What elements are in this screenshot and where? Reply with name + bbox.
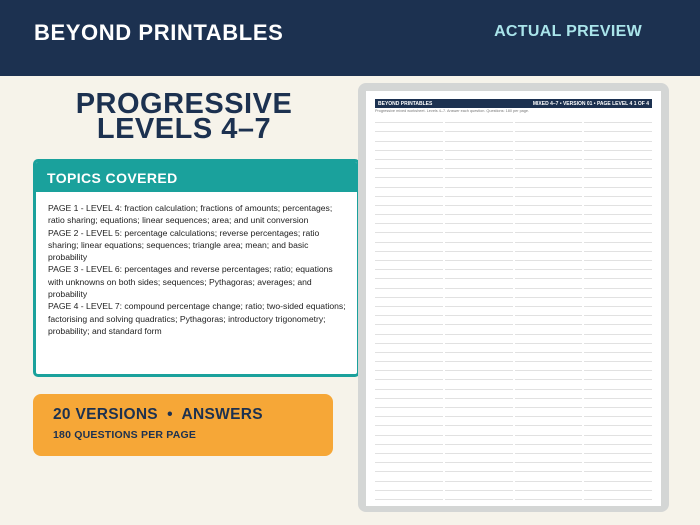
worksheet-question-row: [515, 325, 583, 334]
worksheet-question-row: [515, 463, 583, 472]
worksheet-question-row: [515, 307, 583, 316]
topic-page-4: PAGE 4 - LEVEL 7: compound percentage change; ratio; two-sided equations; factorising and solving quadratics; Pythagoras; introductory trigonometry; probability; and standard form: [48, 301, 346, 336]
worksheet-question-row: [445, 491, 513, 500]
worksheet-question-row: [445, 169, 513, 178]
worksheet-question-row: [375, 298, 443, 307]
worksheet-question-row: [584, 279, 652, 288]
worksheet-question-row: [584, 160, 652, 169]
worksheet-question-row: [375, 243, 443, 252]
worksheet-question-row: [445, 362, 513, 371]
worksheet-question-row: [375, 160, 443, 169]
worksheet-question-row: [584, 298, 652, 307]
worksheet-question-row: [375, 445, 443, 454]
worksheet-question-row: [375, 390, 443, 399]
worksheet-question-row: [515, 298, 583, 307]
worksheet-question-row: [445, 123, 513, 132]
worksheet-question-row: [515, 491, 583, 500]
worksheet-header: [375, 99, 652, 108]
worksheet-question-row: [584, 243, 652, 252]
worksheet-question-row: [375, 472, 443, 481]
worksheet-question-row: [375, 132, 443, 141]
worksheet-question-row: [584, 482, 652, 491]
worksheet-question-row: [584, 426, 652, 435]
worksheet-question-row: [515, 399, 583, 408]
worksheet-question-row: [515, 252, 583, 261]
worksheet-question-row: [445, 399, 513, 408]
worksheet-question-row: [445, 335, 513, 344]
worksheet-question-row: [584, 132, 652, 141]
worksheet-question-row: [375, 123, 443, 132]
brand-title: BEYOND PRINTABLES: [34, 20, 284, 45]
worksheet-question-row: [445, 371, 513, 380]
worksheet-question-row: [445, 307, 513, 316]
worksheet-question-row: [375, 142, 443, 151]
worksheet-question-row: [375, 252, 443, 261]
worksheet-question-row: [375, 215, 443, 224]
worksheet-question-row: [445, 426, 513, 435]
worksheet-question-row: [584, 316, 652, 325]
worksheet-question-row: [515, 160, 583, 169]
worksheet-question-row: [445, 270, 513, 279]
worksheet-question-row: [584, 233, 652, 242]
worksheet-question-row: [584, 445, 652, 454]
worksheet-question-row: [515, 353, 583, 362]
versions-badge: [33, 394, 333, 456]
worksheet-question-row: [584, 408, 652, 417]
worksheet-question-row: [584, 270, 652, 279]
worksheet-question-row: [445, 151, 513, 160]
worksheet-question-row: [584, 197, 652, 206]
worksheet-question-row: [375, 325, 443, 334]
question-column: [584, 114, 652, 502]
worksheet-question-row: [375, 353, 443, 362]
versions-count: 20 VERSIONS: [53, 406, 158, 423]
worksheet-question-row: [445, 390, 513, 399]
worksheet-question-row: [515, 344, 583, 353]
worksheet-question-row: [445, 436, 513, 445]
worksheet-question-row: [584, 307, 652, 316]
worksheet-question-row: [375, 197, 443, 206]
bullet-separator: •: [167, 406, 173, 423]
worksheet-question-row: [515, 335, 583, 344]
worksheet-question-row: [584, 371, 652, 380]
worksheet-question-row: [445, 344, 513, 353]
worksheet-question-row: [445, 243, 513, 252]
worksheet-question-row: [445, 298, 513, 307]
worksheet-question-row: [445, 160, 513, 169]
question-column: [515, 114, 583, 502]
topic-page-3: PAGE 3 - LEVEL 6: percentages and reverse percentages; ratio; equations with unknowns on both sides; sequences; Pythagoras; averages; and probability: [48, 264, 333, 300]
worksheet-question-row: [445, 472, 513, 481]
worksheet-question-row: [584, 436, 652, 445]
worksheet-question-row: [515, 151, 583, 160]
worksheet-preview: [366, 91, 661, 506]
worksheet-question-row: [445, 114, 513, 123]
worksheet-question-row: [375, 206, 443, 215]
worksheet-question-row: [584, 151, 652, 160]
worksheet-question-row: [515, 390, 583, 399]
worksheet-question-row: [375, 491, 443, 500]
worksheet-question-row: [584, 399, 652, 408]
worksheet-question-row: [515, 178, 583, 187]
worksheet-question-row: [375, 463, 443, 472]
top-banner: [0, 0, 700, 76]
worksheet-question-row: [375, 436, 443, 445]
title-line-1: PROGRESSIVE: [75, 88, 293, 120]
worksheet-question-row: [445, 417, 513, 426]
worksheet-question-row: [515, 243, 583, 252]
worksheet-question-row: [445, 408, 513, 417]
topics-list: [36, 192, 357, 337]
worksheet-question-row: [584, 491, 652, 500]
worksheet-question-row: [584, 353, 652, 362]
worksheet-question-row: [445, 325, 513, 334]
worksheet-question-row: [584, 325, 652, 334]
worksheet-question-row: [445, 178, 513, 187]
question-column: [375, 114, 443, 502]
question-column: [445, 114, 513, 502]
worksheet-question-row: [515, 445, 583, 454]
worksheet-question-row: [515, 371, 583, 380]
worksheet-meta: MIXED 4–7 • VERSION 01 • PAGE LEVEL 4 1 OF 4: [532, 100, 649, 107]
worksheet-question-row: [515, 261, 583, 270]
worksheet-question-row: [445, 132, 513, 141]
answers-label: ANSWERS: [181, 406, 263, 423]
worksheet-question-row: [584, 390, 652, 399]
product-title: [34, 88, 334, 145]
worksheet-question-row: [375, 114, 443, 123]
worksheet-question-row: [515, 454, 583, 463]
worksheet-question-row: [515, 224, 583, 233]
worksheet-brand: BEYOND PRINTABLES: [378, 100, 433, 107]
worksheet-question-row: [445, 197, 513, 206]
worksheet-question-row: [375, 362, 443, 371]
worksheet-question-row: [515, 169, 583, 178]
worksheet-question-row: [375, 261, 443, 270]
worksheet-question-row: [375, 289, 443, 298]
worksheet-question-row: [515, 142, 583, 151]
worksheet-question-row: [584, 188, 652, 197]
worksheet-question-row: [375, 151, 443, 160]
worksheet-question-row: [515, 188, 583, 197]
worksheet-question-row: [515, 426, 583, 435]
worksheet-question-row: [515, 362, 583, 371]
topic-page-2: PAGE 2 - LEVEL 5: percentage calculations; reverse percentages; ratio sharing; linear equations; sequences; triangle area; mean; and basic probability: [48, 227, 320, 263]
worksheet-question-row: [584, 380, 652, 389]
worksheet-question-row: [515, 270, 583, 279]
worksheet-question-row: [445, 289, 513, 298]
worksheet-subtitle: Progressive mixed worksheet. Levels 4–7. Answer each question. Questions: 180 per page.: [375, 109, 530, 113]
topics-heading: TOPICS COVERED: [36, 162, 357, 192]
worksheet-question-row: [375, 224, 443, 233]
worksheet-question-row: [584, 344, 652, 353]
questions-per-page: 180 QUESTIONS PER PAGE: [53, 429, 197, 441]
worksheet-question-row: [375, 188, 443, 197]
worksheet-question-row: [515, 215, 583, 224]
worksheet-question-row: [515, 380, 583, 389]
worksheet-question-row: [445, 252, 513, 261]
worksheet-question-row: [515, 123, 583, 132]
worksheet-question-row: [375, 408, 443, 417]
worksheet-question-grid: [375, 114, 652, 502]
worksheet-question-row: [445, 353, 513, 362]
worksheet-question-row: [375, 454, 443, 463]
worksheet-question-row: [515, 114, 583, 123]
worksheet-question-row: [445, 482, 513, 491]
versions-answers-line: [53, 406, 333, 424]
worksheet-question-row: [584, 362, 652, 371]
worksheet-question-row: [375, 335, 443, 344]
worksheet-question-row: [515, 289, 583, 298]
worksheet-question-row: [515, 417, 583, 426]
worksheet-question-row: [375, 482, 443, 491]
worksheet-question-row: [584, 463, 652, 472]
worksheet-question-row: [375, 380, 443, 389]
worksheet-question-row: [375, 344, 443, 353]
worksheet-question-row: [584, 289, 652, 298]
worksheet-question-row: [375, 233, 443, 242]
worksheet-question-row: [584, 261, 652, 270]
worksheet-question-row: [584, 224, 652, 233]
worksheet-question-row: [584, 215, 652, 224]
title-line-2: LEVELS 4–7: [96, 113, 272, 145]
worksheet-question-row: [445, 463, 513, 472]
worksheet-question-row: [445, 445, 513, 454]
worksheet-question-row: [515, 482, 583, 491]
worksheet-question-row: [515, 197, 583, 206]
worksheet-question-row: [445, 215, 513, 224]
worksheet-question-row: [584, 252, 652, 261]
worksheet-question-row: [584, 142, 652, 151]
worksheet-question-row: [515, 279, 583, 288]
worksheet-question-row: [445, 142, 513, 151]
worksheet-question-row: [515, 408, 583, 417]
worksheet-question-row: [445, 188, 513, 197]
worksheet-question-row: [375, 169, 443, 178]
worksheet-question-row: [445, 279, 513, 288]
worksheet-question-row: [445, 224, 513, 233]
worksheet-question-row: [445, 316, 513, 325]
worksheet-question-row: [515, 206, 583, 215]
worksheet-question-row: [515, 233, 583, 242]
worksheet-question-row: [584, 472, 652, 481]
worksheet-question-row: [445, 233, 513, 242]
worksheet-question-row: [584, 454, 652, 463]
worksheet-question-row: [584, 206, 652, 215]
worksheet-question-row: [515, 316, 583, 325]
worksheet-question-row: [584, 335, 652, 344]
worksheet-question-row: [375, 316, 443, 325]
worksheet-question-row: [584, 417, 652, 426]
actual-preview-label: ACTUAL PREVIEW: [494, 23, 642, 40]
worksheet-question-row: [375, 178, 443, 187]
topics-panel: [33, 159, 360, 377]
worksheet-question-row: [584, 178, 652, 187]
worksheet-question-row: [584, 114, 652, 123]
worksheet-question-row: [445, 454, 513, 463]
worksheet-question-row: [375, 307, 443, 316]
worksheet-question-row: [515, 132, 583, 141]
worksheet-question-row: [375, 426, 443, 435]
worksheet-question-row: [515, 472, 583, 481]
worksheet-question-row: [375, 399, 443, 408]
worksheet-question-row: [445, 206, 513, 215]
worksheet-question-row: [375, 371, 443, 380]
topic-page-1: PAGE 1 - LEVEL 4: fraction calculation; fractions of amounts; percentages; ratio sharing; equations; linear sequences; area; and unit conversion: [48, 203, 333, 226]
worksheet-question-row: [375, 279, 443, 288]
worksheet-question-row: [375, 270, 443, 279]
worksheet-question-row: [584, 169, 652, 178]
worksheet-question-row: [515, 436, 583, 445]
worksheet-question-row: [375, 417, 443, 426]
worksheet-question-row: [445, 380, 513, 389]
worksheet-question-row: [584, 123, 652, 132]
worksheet-question-row: [445, 261, 513, 270]
